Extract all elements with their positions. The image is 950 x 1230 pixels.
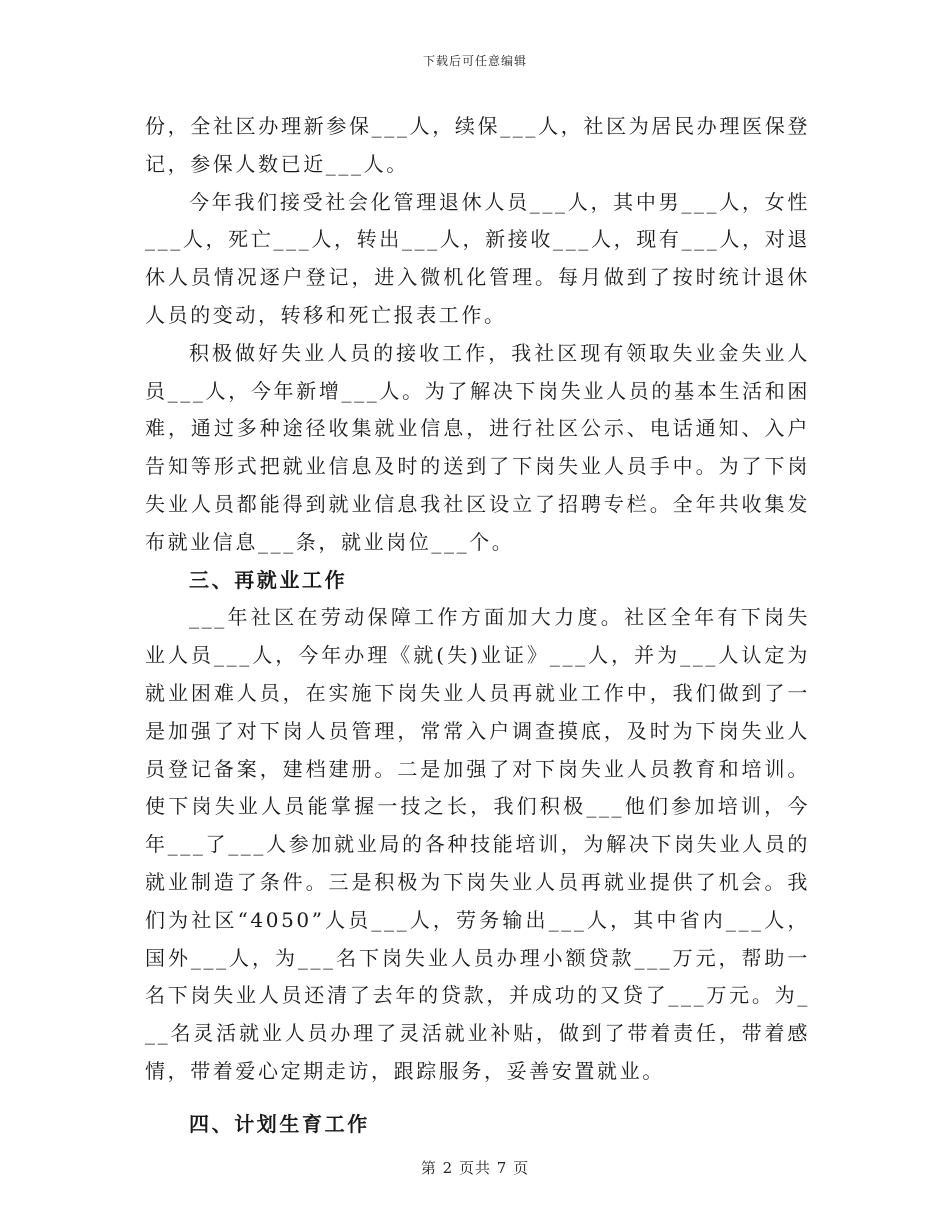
paragraph-medical-insurance: 份，全社区办理新参保___人，续保___人，社区为居民办理医保登记，参保人数已近___人。 bbox=[145, 114, 810, 176]
paragraph-unemployment: 积极做好失业人员的接收工作，我社区现有领取失业金失业人员___人，今年新增___人。为了解决下岗失业人员的基本生活和困难，通过多种途径收集就业信息，进行社区公示、电话通知、入户告知等形式把就业信息及时的送到了下岗失业人员手中。为了下岗失业人员都能得到就业信息我社区设立了招聘专栏。全年共收集发布就业信息___条，就业岗位___个。 bbox=[145, 340, 810, 554]
page-footer: 第 2 页共 7 页 bbox=[420, 1159, 530, 1177]
paragraph-retirees: 今年我们接受社会化管理退休人员___人，其中男___人，女性___人，死亡___人，转出___人，新接收___人，现有___人，对退休人员情况逐户登记，进入微机化管理。每月做到了按时统计退休人员的变动，转移和死亡报表工作。 bbox=[145, 189, 810, 327]
document-body bbox=[145, 108, 810, 1144]
section-heading-family-planning: 四、计划生育工作 bbox=[189, 1111, 370, 1136]
page-header: 下载后可任意编辑 bbox=[422, 54, 527, 68]
paragraph-reemployment: ___年社区在劳动保障工作方面加大力度。社区全年有下岗失业人员___人，今年办理《就(失)业证》___人，并为___人认定为就业困难人员，在实施下岗失业人员再就业工作中，我们做到了一是加强了对下岗人员管理，常常入户调查摸底，及时为下岗失业人员登记备案，建档建册。二是加强了对下岗失业人员教育和培训。使下岗失业人员能掌握一技之长，我们积极___他们参加培训，今年___了___人参加就业局的各种技能培训，为解决下岗失业人员的就业制造了条件。三是积极为下岗失业人员再就业提供了机会。我们为社区“4050”人员___人，劳务输出___人，其中省内___人，国外___人，为___名下岗失业人员办理小额贷款___万元，帮助一名下岗失业人员还清了去年的贷款，并成功的又贷了___万元。为___名灵活就业人员办理了灵活就业补贴，做到了带着责任，带着感情，带着爱心定期走访，跟踪服务，妥善安置就业。 bbox=[145, 605, 810, 1083]
section-heading-reemployment: 三、再就业工作 bbox=[189, 567, 348, 592]
